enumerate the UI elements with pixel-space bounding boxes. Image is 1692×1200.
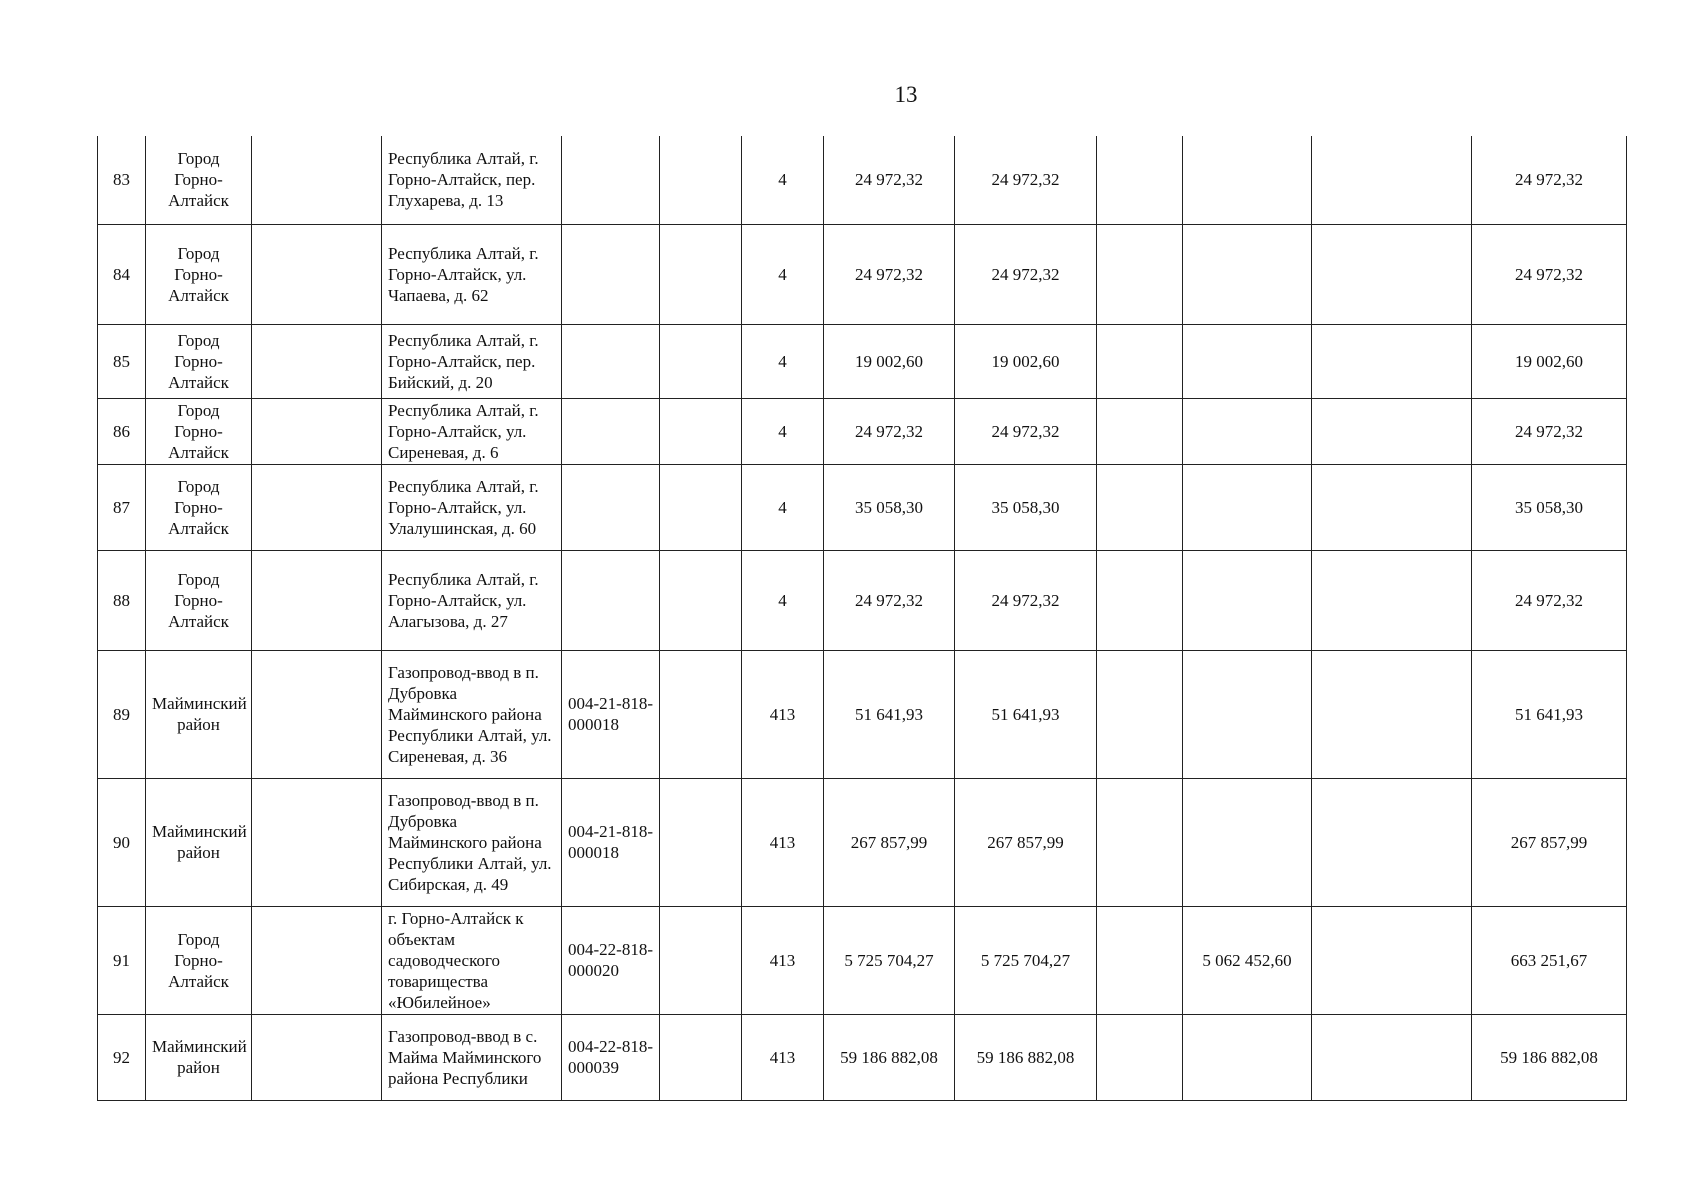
address-cell: Республика Алтай, г. Горно-Алтайск, ул. Улалушинская, д. 60 bbox=[382, 464, 562, 550]
amount-cell-4 bbox=[1183, 224, 1312, 324]
table-row bbox=[98, 136, 1627, 224]
amount-total-cell: 35 058,30 bbox=[824, 464, 955, 550]
amount-total-cell: 19 002,60 bbox=[824, 324, 955, 398]
empty-cell bbox=[252, 650, 382, 778]
amount-cell-4 bbox=[1183, 650, 1312, 778]
code-cell: 004-21-818-000018 bbox=[562, 650, 660, 778]
amount-cell-3 bbox=[1097, 778, 1183, 906]
empty-cell bbox=[1312, 1014, 1472, 1100]
amount-cell-5: 59 186 882,08 bbox=[1472, 1014, 1627, 1100]
municipality-cell: Майминский район bbox=[146, 778, 252, 906]
address-cell: г. Горно-Алтайск к объектам садоводческого товарищества «Юбилейное» bbox=[382, 906, 562, 1014]
address-cell: Республика Алтай, г. Горно-Алтайск, пер. Бийский, д. 20 bbox=[382, 324, 562, 398]
address-cell: Газопровод-ввод в п. Дубровка Майминского района Республики Алтай, ул. Сиреневая, д. 36 bbox=[382, 650, 562, 778]
municipality-cell: Город Горно-Алтайск bbox=[146, 224, 252, 324]
table-row bbox=[98, 324, 1627, 398]
amount-cell-4 bbox=[1183, 1014, 1312, 1100]
empty-cell bbox=[252, 1014, 382, 1100]
empty-cell bbox=[252, 906, 382, 1014]
amount-cell-2: 24 972,32 bbox=[955, 224, 1097, 324]
row-number: 88 bbox=[98, 550, 146, 650]
code-cell bbox=[562, 324, 660, 398]
address-cell: Газопровод-ввод в п. Дубровка Майминского района Республики Алтай, ул. Сибирская, д. 49 bbox=[382, 778, 562, 906]
amount-cell-5: 35 058,30 bbox=[1472, 464, 1627, 550]
amount-cell-5: 24 972,32 bbox=[1472, 224, 1627, 324]
amount-cell-4: 5 062 452,60 bbox=[1183, 906, 1312, 1014]
row-number: 87 bbox=[98, 464, 146, 550]
amount-cell-2: 24 972,32 bbox=[955, 136, 1097, 224]
amount-cell-3 bbox=[1097, 398, 1183, 464]
table-row bbox=[98, 398, 1627, 464]
amount-cell-2: 24 972,32 bbox=[955, 398, 1097, 464]
row-number: 86 bbox=[98, 398, 146, 464]
amount-cell-3 bbox=[1097, 324, 1183, 398]
amount-cell-3 bbox=[1097, 464, 1183, 550]
amount-cell-5: 267 857,99 bbox=[1472, 778, 1627, 906]
municipality-cell: Город Горно-Алтайск bbox=[146, 324, 252, 398]
register-table bbox=[97, 136, 1627, 1101]
quantity-cell: 4 bbox=[742, 464, 824, 550]
empty-cell bbox=[1312, 906, 1472, 1014]
empty-cell bbox=[252, 136, 382, 224]
amount-cell-2: 35 058,30 bbox=[955, 464, 1097, 550]
municipality-cell: Майминский район bbox=[146, 1014, 252, 1100]
address-cell: Республика Алтай, г. Горно-Алтайск, ул. Сиреневая, д. 6 bbox=[382, 398, 562, 464]
amount-total-cell: 51 641,93 bbox=[824, 650, 955, 778]
table-row bbox=[98, 550, 1627, 650]
municipality-cell: Город Горно-Алтайск bbox=[146, 464, 252, 550]
quantity-cell: 413 bbox=[742, 1014, 824, 1100]
quantity-cell: 413 bbox=[742, 778, 824, 906]
address-cell: Республика Алтай, г. Горно-Алтайск, ул. Алагызова, д. 27 bbox=[382, 550, 562, 650]
table-row bbox=[98, 778, 1627, 906]
code-cell bbox=[562, 136, 660, 224]
amount-cell-5: 663 251,67 bbox=[1472, 906, 1627, 1014]
empty-cell bbox=[252, 550, 382, 650]
empty-cell bbox=[1312, 324, 1472, 398]
amount-cell-5: 51 641,93 bbox=[1472, 650, 1627, 778]
amount-cell-3 bbox=[1097, 550, 1183, 650]
amount-cell-2: 59 186 882,08 bbox=[955, 1014, 1097, 1100]
amount-cell-2: 24 972,32 bbox=[955, 550, 1097, 650]
amount-cell-3 bbox=[1097, 906, 1183, 1014]
amount-cell-3 bbox=[1097, 224, 1183, 324]
amount-total-cell: 5 725 704,27 bbox=[824, 906, 955, 1014]
municipality-cell: Город Горно-Алтайск bbox=[146, 398, 252, 464]
amount-cell-3 bbox=[1097, 650, 1183, 778]
row-number: 85 bbox=[98, 324, 146, 398]
quantity-cell: 4 bbox=[742, 136, 824, 224]
amount-cell-4 bbox=[1183, 550, 1312, 650]
empty-cell bbox=[252, 464, 382, 550]
amount-cell-3 bbox=[1097, 136, 1183, 224]
row-number: 91 bbox=[98, 906, 146, 1014]
empty-cell bbox=[660, 464, 742, 550]
amount-cell-5: 19 002,60 bbox=[1472, 324, 1627, 398]
empty-cell bbox=[660, 550, 742, 650]
empty-cell bbox=[660, 650, 742, 778]
empty-cell bbox=[252, 778, 382, 906]
table-row bbox=[98, 650, 1627, 778]
amount-total-cell: 24 972,32 bbox=[824, 136, 955, 224]
address-cell: Республика Алтай, г. Горно-Алтайск, пер. Глухарева, д. 13 bbox=[382, 136, 562, 224]
row-number: 84 bbox=[98, 224, 146, 324]
quantity-cell: 4 bbox=[742, 324, 824, 398]
row-number: 83 bbox=[98, 136, 146, 224]
amount-total-cell: 24 972,32 bbox=[824, 398, 955, 464]
empty-cell bbox=[252, 224, 382, 324]
table-row bbox=[98, 464, 1627, 550]
quantity-cell: 413 bbox=[742, 906, 824, 1014]
empty-cell bbox=[660, 906, 742, 1014]
code-cell bbox=[562, 550, 660, 650]
code-cell bbox=[562, 464, 660, 550]
amount-total-cell: 59 186 882,08 bbox=[824, 1014, 955, 1100]
empty-cell bbox=[660, 1014, 742, 1100]
row-number: 90 bbox=[98, 778, 146, 906]
code-cell: 004-21-818-000018 bbox=[562, 778, 660, 906]
empty-cell bbox=[660, 324, 742, 398]
municipality-cell: Город Горно-Алтайск bbox=[146, 136, 252, 224]
empty-cell bbox=[1312, 650, 1472, 778]
row-number: 89 bbox=[98, 650, 146, 778]
municipality-cell: Город Горно-Алтайск bbox=[146, 906, 252, 1014]
amount-cell-5: 24 972,32 bbox=[1472, 398, 1627, 464]
empty-cell bbox=[660, 398, 742, 464]
empty-cell bbox=[660, 778, 742, 906]
empty-cell bbox=[252, 398, 382, 464]
code-cell bbox=[562, 398, 660, 464]
quantity-cell: 4 bbox=[742, 550, 824, 650]
table-row bbox=[98, 906, 1627, 1014]
empty-cell bbox=[1312, 464, 1472, 550]
amount-cell-4 bbox=[1183, 778, 1312, 906]
quantity-cell: 413 bbox=[742, 650, 824, 778]
empty-cell bbox=[660, 224, 742, 324]
amount-cell-3 bbox=[1097, 1014, 1183, 1100]
amount-total-cell: 24 972,32 bbox=[824, 550, 955, 650]
empty-cell bbox=[1312, 224, 1472, 324]
amount-total-cell: 267 857,99 bbox=[824, 778, 955, 906]
quantity-cell: 4 bbox=[742, 398, 824, 464]
amount-cell-5: 24 972,32 bbox=[1472, 136, 1627, 224]
municipality-cell: Город Горно-Алтайск bbox=[146, 550, 252, 650]
page-number: 13 bbox=[894, 82, 918, 107]
municipality-cell: Майминский район bbox=[146, 650, 252, 778]
quantity-cell: 4 bbox=[742, 224, 824, 324]
amount-cell-2: 19 002,60 bbox=[955, 324, 1097, 398]
address-cell: Газопровод-ввод в с. Майма Майминского района Республики bbox=[382, 1014, 562, 1100]
empty-cell bbox=[1312, 778, 1472, 906]
empty-cell bbox=[252, 324, 382, 398]
table-row bbox=[98, 224, 1627, 324]
code-cell: 004-22-818-000020 bbox=[562, 906, 660, 1014]
row-number: 92 bbox=[98, 1014, 146, 1100]
amount-total-cell: 24 972,32 bbox=[824, 224, 955, 324]
amount-cell-2: 267 857,99 bbox=[955, 778, 1097, 906]
amount-cell-2: 5 725 704,27 bbox=[955, 906, 1097, 1014]
amount-cell-4 bbox=[1183, 464, 1312, 550]
amount-cell-4 bbox=[1183, 136, 1312, 224]
amount-cell-4 bbox=[1183, 324, 1312, 398]
amount-cell-5: 24 972,32 bbox=[1472, 550, 1627, 650]
code-cell: 004-22-818-000039 bbox=[562, 1014, 660, 1100]
code-cell bbox=[562, 224, 660, 324]
empty-cell bbox=[660, 136, 742, 224]
amount-cell-2: 51 641,93 bbox=[955, 650, 1097, 778]
table-row bbox=[98, 1014, 1627, 1100]
empty-cell bbox=[1312, 136, 1472, 224]
amount-cell-4 bbox=[1183, 398, 1312, 464]
empty-cell bbox=[1312, 550, 1472, 650]
empty-cell bbox=[1312, 398, 1472, 464]
address-cell: Республика Алтай, г. Горно-Алтайск, ул. Чапаева, д. 62 bbox=[382, 224, 562, 324]
